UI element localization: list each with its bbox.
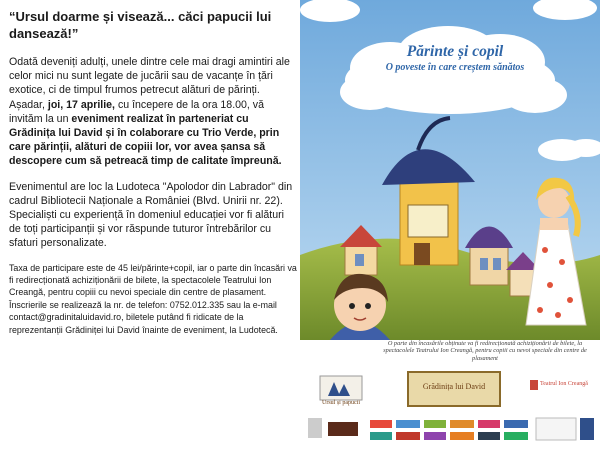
logo-left-icon	[320, 376, 362, 400]
paragraph-location: Evenimentul are loc la Ludoteca "Apolodor din Labrador" din cadrul Bibliotecii Naționale a României (Blvd. Unirii nr. 22). Specialiști cu experiență în domeniul educației vor fi alături de toți participanții și vor răspunde tuturor întrebărilor cu sfaturi personalizate.	[9, 180, 293, 250]
logo-right-label: Teatrul Ion Creangă	[540, 381, 588, 387]
paragraph-fee: Taxa de participare este de 45 lei/părinte+copil, iar o parte din încasări va fi redirecționată achiziționării de bilete, la spectacolele Teatrului Ion Creangă, pentru copiii cu nevoi speciale din centre de plasament. Înscrierile se realizează la nr. de telefon: 0752.012.335 sau la e-mail contact@gradinitaluidavid.ro, biletele putând fi ridicate de la reprezentanții Grădiniței lui David înainte de eveniment, la Ludotecă.	[9, 262, 297, 335]
intro-text: Odată deveniți adulți, unele dintre cele mai dragi amintiri ale celor mici nu sunt legate de jucării sau de vacanțe în țări exotice, ci de timpul frumos petrecut alături de părinți. Așadar,	[9, 56, 290, 111]
logo-left-label: Ursul și papucii	[322, 400, 360, 406]
event-date: joi, 17 aprilie,	[47, 98, 115, 111]
announcement-text	[9, 8, 297, 336]
event-description: eveniment realizat în parteneriat cu Grădinița lui David și în colaborare cu Trio Verde, prin care părinții, alături de copiii lor, vor avea șansa să descopere cum să petreacă timp de calitate împreună.	[9, 112, 282, 168]
event-poster	[300, 0, 600, 450]
logo-right-icon	[530, 380, 538, 390]
intro-time: cu începere de la ora 18.00, vă invităm la un	[9, 98, 265, 125]
logo-center-label: Grădinița lui David	[422, 382, 486, 391]
paragraph-intro	[9, 55, 297, 169]
poster-title: Părinte și copil	[406, 43, 504, 60]
poster-caption: O parte din încasările obținute va fi redirecționată achiziționării de bilete, la spectacolele Teatrului Ion Creangă, pentru copiii cu nevoi speciale din centre de plasament	[383, 340, 587, 362]
announcement-title: “Ursul doarme și visează... căci papucii lui dansează!”	[9, 9, 272, 41]
poster-title-block	[355, 42, 555, 75]
poster-subtitle: O poveste în care creștem sănătos	[385, 62, 525, 73]
